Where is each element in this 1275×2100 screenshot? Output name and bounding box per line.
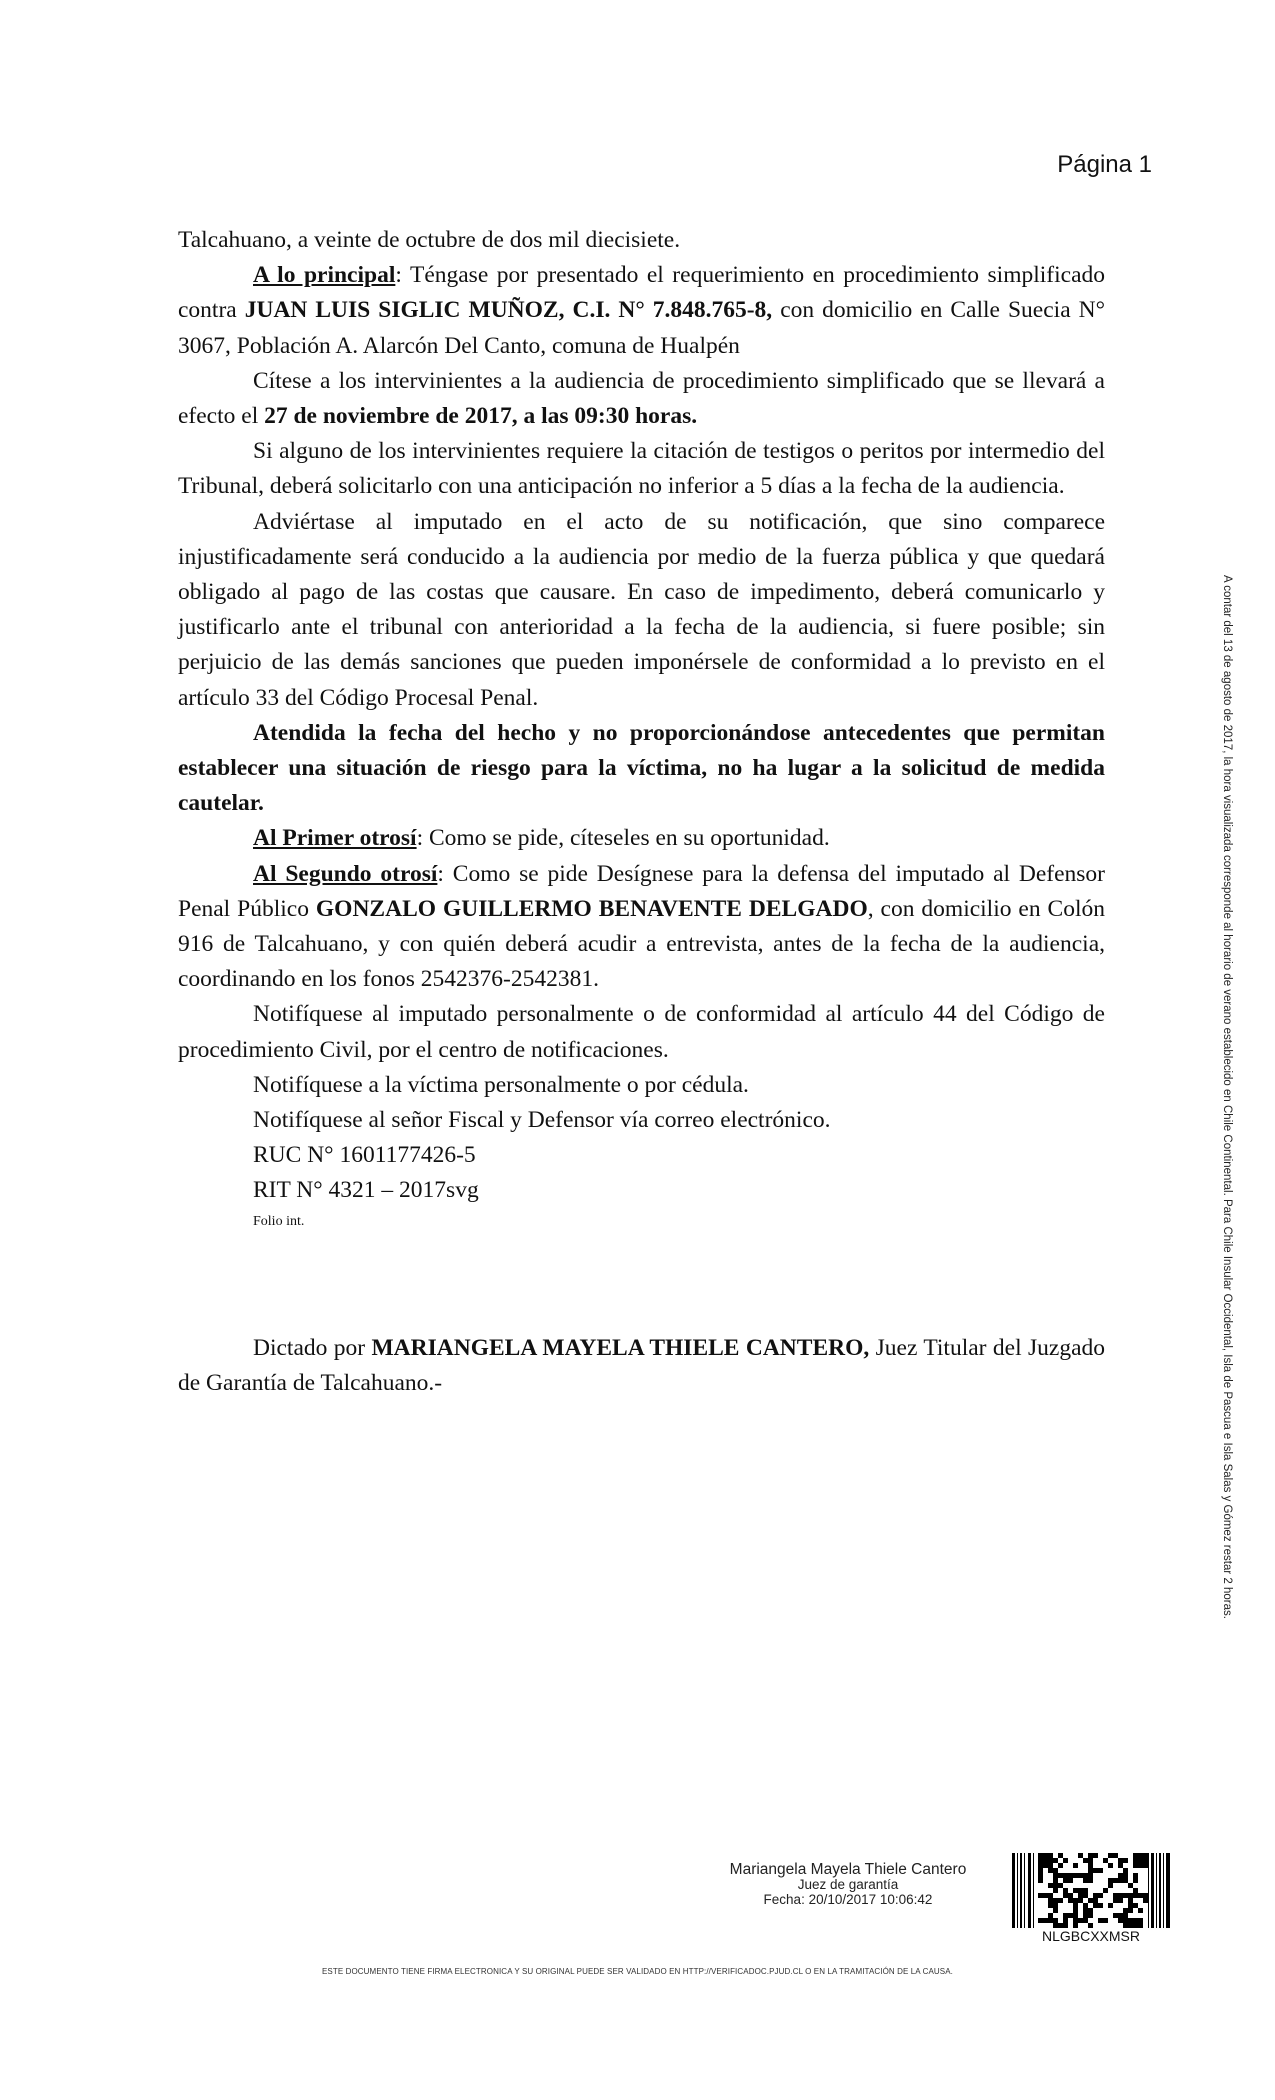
citation-paragraph	[178, 364, 1105, 434]
electronic-signature	[708, 1861, 988, 1907]
first-otrosi-text: : Como se pide, cíteseles en su oportunidad.	[416, 825, 830, 852]
rit-line: RIT N° 4321 – 2017svg	[253, 1177, 479, 1204]
signer-role: Juez de garantía	[797, 1877, 899, 1892]
notify-victim-line: Notifíquese a la víctima personalmente o por cédula.	[253, 1071, 749, 1098]
notify-accused-paragraph: Notifíquese al imputado personalmente o de conformidad al artículo 44 del Código de procedimiento Civil, por el centro de notificaciones.	[178, 1001, 1105, 1063]
first-otrosi-paragraph	[178, 821, 1105, 856]
dictated-suffix: Juez Titular del Juzgado de Garantía de Talcahuano.-	[178, 1334, 1105, 1396]
second-otrosi-text-before: : Como se pide Desígnese para la defensa del imputado al Defensor Penal Público	[178, 860, 1105, 922]
ruc-line: RUC N° 1601177426-5	[253, 1142, 476, 1169]
citation-text: Cítese a los intervinientes a la audiencia de procedimiento simplificado que se llevará a efecto el	[178, 367, 1105, 430]
second-otrosi-label: Al Segundo otrosí	[253, 860, 438, 887]
principal-label: A lo principal	[253, 262, 396, 289]
hearing-date: 27 de noviembre de 2017, a las 09:30 horas.	[264, 403, 698, 430]
barcode-image	[1012, 1853, 1170, 1928]
judge-name: MARIANGELA MAYELA THIELE CANTERO,	[371, 1334, 870, 1361]
second-otrosi-text-after: , con domicilio en Colón 916 de Talcahuano, y con quién deberá acudir a entrevista, antes de la fecha de la audiencia, coordinando en los fonos 2542376-2542381.	[178, 895, 1105, 993]
second-otrosi-paragraph	[178, 857, 1105, 998]
barcode-code: NLGBCXXMSR	[1041, 1928, 1141, 1944]
dictated-paragraph	[178, 1331, 1105, 1401]
signature-date: Fecha: 20/10/2017 10:06:42	[763, 1892, 933, 1907]
page-number: Página 1	[1057, 151, 1152, 178]
dictated-prefix: Dictado por	[253, 1334, 372, 1361]
validation-footer: ESTE DOCUMENTO TIENE FIRMA ELECTRONICA Y SU ORIGINAL PUEDE SER VALIDADO EN HTTP://VERIFICADOC.PJUD.CL O EN LA TRAMITACIÓN DE LA CAUSA.	[321, 1967, 953, 1976]
daylight-saving-note: A contar del 13 de agosto de 2017, la hora visualizada corresponde al horario de verano establecido en Chile Continental. Para Chile Insular Occidental, Isla de Pascua e Isla Salas y Gómez restar 2 horas.	[1221, 575, 1233, 1619]
witnesses-paragraph: Si alguno de los intervinientes requiere la citación de testigos o peritos por intermedio del Tribunal, deberá solicitarlo con una anticipación no inferior a 5 días a la fecha de la audiencia.	[178, 438, 1105, 500]
precautionary-paragraph	[178, 716, 1105, 822]
notify-prosecutor-line: Notifíquese al señor Fiscal y Defensor vía correo electrónico.	[253, 1107, 831, 1134]
principal-text-after: con domicilio en Calle Suecia N° 3067, Población A. Alarcón Del Canto, comuna de Hualpén	[178, 297, 1105, 359]
accused-name: JUAN LUIS SIGLIC MUÑOZ, C.I. N° 7.848.765-8,	[244, 297, 773, 324]
opening-line: Talcahuano, a veinte de octubre de dos mil diecisiete.	[178, 227, 681, 253]
warning-paragraph: Adviértase al imputado en el acto de su notificación, que sino comparece injustificadamente será conducido a la audiencia por medio de la fuerza pública y que quedará obligado al pago de las costas que causare. En caso de impedimento, deberá comunicarlo y justificarlo ante el tribunal con anterioridad a la fecha de la audiencia, si fuere posible; sin perjuicio de las demás sanciones que pueden imponérsele de conformidad a lo previsto en el artículo 33 del Código Procesal Penal.	[178, 508, 1105, 711]
first-otrosi-label: Al Primer otrosí	[253, 825, 417, 852]
principal-paragraph	[178, 258, 1105, 364]
spacer	[178, 1235, 1105, 1331]
folio-line: Folio int.	[253, 1213, 305, 1229]
signer-name: Mariangela Mayela Thiele Cantero	[729, 1861, 967, 1878]
precautionary-text: Atendida la fecha del hecho y no proporcionándose antecedentes que permitan establecer una situación de riesgo para la víctima, no ha lugar a la solicitud de medida cautelar.	[178, 719, 1105, 817]
resolution-body	[178, 223, 1105, 1401]
defender-name: GONZALO GUILLERMO BENAVENTE DELGADO	[315, 895, 868, 922]
principal-text-before: : Téngase por presentado el requerimiento en procedimiento simplificado contra	[178, 262, 1105, 324]
